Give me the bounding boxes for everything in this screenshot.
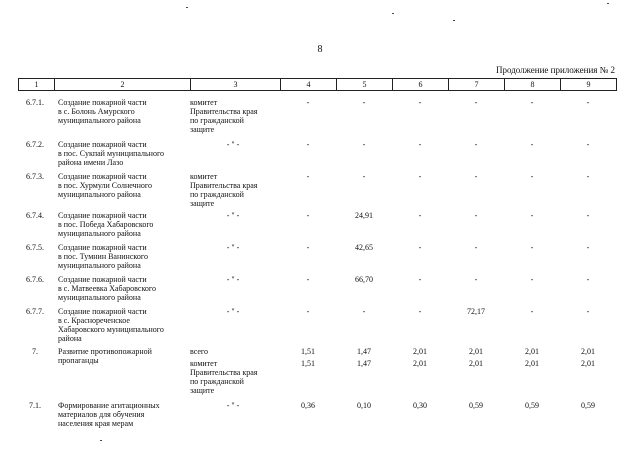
scan-speck <box>453 20 455 21</box>
value-cell: - <box>530 140 534 149</box>
value-cell: 2,01 <box>413 347 427 356</box>
value-cell: - <box>418 140 422 149</box>
value-cell: 0,59 <box>581 401 595 410</box>
value-cell: 42,65 <box>355 243 373 252</box>
value-cell: - <box>418 211 422 220</box>
value-cell: 2,01 <box>525 347 539 356</box>
row-number: 6.7.2. <box>26 140 44 149</box>
value-cell: - <box>306 275 310 284</box>
value-cell: - <box>362 98 366 107</box>
value-cell: - <box>306 307 310 316</box>
column-number: 7 <box>449 79 505 91</box>
measure-name: Создание пожарной части в с. Краснореченское Хабаровского муниципального района <box>58 307 164 343</box>
executor: - " - <box>226 307 240 316</box>
value-cell: - <box>530 172 534 181</box>
value-cell: - <box>586 140 590 149</box>
column-number-header <box>18 78 617 91</box>
measure-name: Создание пожарной части в с. Матвеевка Хабаровского муниципального района <box>58 275 156 302</box>
scan-speck <box>100 440 102 441</box>
value-cell: - <box>530 275 534 284</box>
executor: - " - <box>226 243 240 252</box>
measure-name: Создание пожарной части в пос. Хурмули Солнечного муниципального района <box>58 172 152 199</box>
column-number: 6 <box>393 79 449 91</box>
executor: - " - <box>226 140 240 149</box>
row-number: 6.7.5. <box>26 243 44 252</box>
measure-name: Формирование агитационных материалов для обучения населения края мерам <box>58 401 160 428</box>
value-cell: 1,51 <box>301 359 315 368</box>
column-number: 4 <box>281 79 337 91</box>
value-cell: - <box>530 307 534 316</box>
value-cell: - <box>474 172 478 181</box>
row-number: 7. <box>32 347 38 356</box>
value-cell: - <box>586 211 590 220</box>
column-number: 3 <box>191 79 281 91</box>
executor: комитет Правительства края по гражданской защите <box>190 359 258 395</box>
scan-speck <box>186 7 188 8</box>
column-number: 5 <box>337 79 393 91</box>
measure-name: Создание пожарной части в пос. Сукпай муниципального района имени Лазо <box>58 140 165 167</box>
row-number: 7.1. <box>29 401 41 410</box>
row-number: 6.7.6. <box>26 275 44 284</box>
value-cell: - <box>530 243 534 252</box>
row-number: 6.7.7. <box>26 307 44 316</box>
value-cell: - <box>474 243 478 252</box>
measure-name: Создание пожарной части в с. Болонь Амурского муниципального района <box>58 98 147 125</box>
scan-speck <box>392 13 394 14</box>
value-cell: 2,01 <box>581 359 595 368</box>
executor: комитет Правительства края по гражданской защите <box>190 172 258 208</box>
value-cell: - <box>418 172 422 181</box>
row-number: 6.7.3. <box>26 172 44 181</box>
row-number: 6.7.1. <box>26 98 44 107</box>
value-cell: 0,59 <box>469 401 483 410</box>
row-number: 6.7.4. <box>26 211 44 220</box>
value-cell: 1,47 <box>357 359 371 368</box>
executor: всего <box>190 347 209 356</box>
value-cell: - <box>530 98 534 107</box>
measure-name: Создание пожарной части в пос. Победа Хабаровского муниципального района <box>58 211 154 238</box>
value-cell: - <box>530 211 534 220</box>
value-cell: 0,59 <box>525 401 539 410</box>
measure-name: Создание пожарной части в пос. Тумнин Ванинского муниципального района <box>58 243 148 270</box>
value-cell: 24,91 <box>355 211 373 220</box>
value-cell: - <box>306 140 310 149</box>
executor: - " - <box>226 275 240 284</box>
value-cell: 2,01 <box>581 347 595 356</box>
continuation-label: Продолжение приложения № 2 <box>495 65 615 75</box>
value-cell: - <box>586 275 590 284</box>
measure-name: Развитие противопожарной пропаганды <box>58 347 152 365</box>
value-cell: 1,47 <box>357 347 371 356</box>
value-cell: 0,36 <box>301 401 315 410</box>
column-number: 9 <box>561 79 617 91</box>
value-cell: - <box>586 172 590 181</box>
value-cell: 0,10 <box>357 401 371 410</box>
value-cell: - <box>474 275 478 284</box>
value-cell: 66,70 <box>355 275 373 284</box>
value-cell: - <box>362 140 366 149</box>
value-cell: - <box>474 98 478 107</box>
executor: - " - <box>226 211 240 220</box>
value-cell: - <box>306 243 310 252</box>
value-cell: 2,01 <box>469 347 483 356</box>
column-number: 1 <box>19 79 55 91</box>
executor: комитет Правительства края по гражданской защите <box>190 98 258 134</box>
value-cell: - <box>418 307 422 316</box>
value-cell: - <box>362 172 366 181</box>
value-cell: - <box>474 140 478 149</box>
value-cell: 0,30 <box>413 401 427 410</box>
column-number: 2 <box>55 79 191 91</box>
page-number: 8 <box>317 44 323 55</box>
value-cell: - <box>418 243 422 252</box>
value-cell: - <box>586 307 590 316</box>
value-cell: - <box>418 98 422 107</box>
value-cell: 2,01 <box>413 359 427 368</box>
value-cell: - <box>418 275 422 284</box>
value-cell: 2,01 <box>469 359 483 368</box>
value-cell: - <box>306 172 310 181</box>
column-number: 8 <box>505 79 561 91</box>
executor: - " - <box>226 401 240 410</box>
value-cell: 1,51 <box>301 347 315 356</box>
value-cell: - <box>306 98 310 107</box>
value-cell: - <box>306 211 310 220</box>
value-cell: 2,01 <box>525 359 539 368</box>
value-cell: - <box>474 211 478 220</box>
value-cell: - <box>586 98 590 107</box>
scan-speck <box>607 3 609 4</box>
value-cell: - <box>362 307 366 316</box>
value-cell: 72,17 <box>467 307 485 316</box>
value-cell: - <box>586 243 590 252</box>
